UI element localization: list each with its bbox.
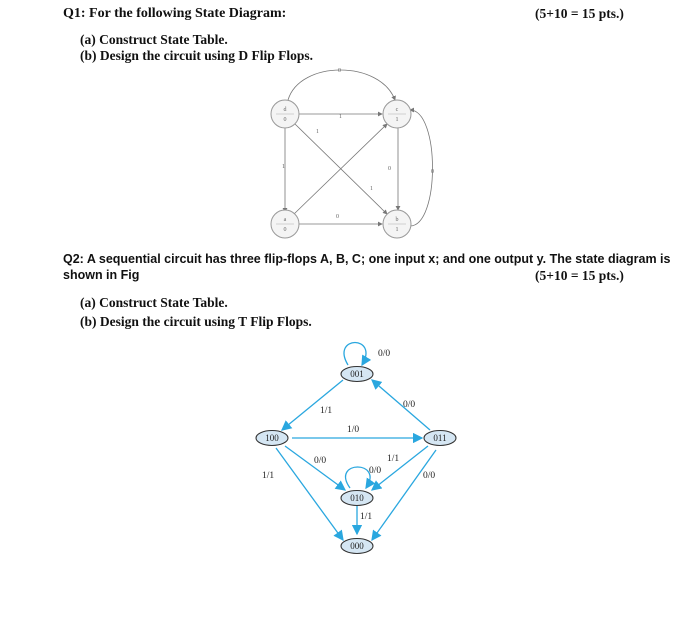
q2-edge-001-100	[282, 380, 343, 430]
q2-part-a: (a) Construct State Table.	[80, 295, 228, 310]
q1-edge-label: 0	[431, 169, 434, 175]
q2-edge-label: 1/1	[387, 454, 400, 464]
q1-part-a: (a) Construct State Table.	[80, 32, 228, 47]
q2-edge-label: 1/1	[262, 471, 275, 481]
q2-edge-010-loop	[346, 467, 371, 488]
q1-part-b: (b) Design the circuit using D Flip Flops.	[80, 48, 314, 63]
q1-state-c-bottom: 1	[395, 117, 399, 123]
q2-part-b: (b) Design the circuit using T Flip Flops.	[80, 314, 312, 329]
q2-edge-label: 0/0	[403, 400, 416, 410]
q2-edge-label: 1/1	[360, 512, 373, 522]
q2-points: (5+10 = 15 pts.)	[535, 268, 624, 283]
q2-edge-100-000	[276, 448, 343, 540]
q2-state-011-label: 011	[433, 433, 447, 443]
q1-edge-label: 1	[339, 114, 342, 120]
q2-edge-011-000	[372, 450, 436, 540]
q2-edge-011-001	[372, 380, 430, 430]
q2-state-010-label: 010	[350, 493, 364, 503]
q2-edge-label: 0/0	[378, 349, 391, 359]
q2-state-100-label: 100	[265, 433, 279, 443]
q2-line2: shown in Fig	[63, 268, 140, 282]
q1-edge-label: 1	[282, 164, 285, 170]
q1-state-b-top: b	[395, 217, 399, 223]
q1-edge-label: 1	[316, 129, 319, 135]
q2-edge-label: 0/0	[314, 456, 327, 466]
q1-edge-label: 0	[388, 166, 391, 172]
q1-title: Q1: For the following State Diagram:	[63, 6, 287, 21]
q2-line1: Q2: A sequential circuit has three flip-flops A, B, C; one input x; and one output y. The state diagram is	[63, 252, 671, 266]
q2-edge-label: 0/0	[369, 466, 382, 476]
q1-edge-label: 0	[338, 68, 341, 74]
q2-edge-100-010	[285, 446, 345, 490]
q1-points: (5+10 = 15 pts.)	[535, 6, 624, 21]
q1-state-b-bottom: 1	[395, 227, 399, 233]
q1-edge-label: 1	[370, 186, 373, 192]
q1-state-a-top: a	[283, 217, 287, 223]
q1-state-d-bottom: 0	[283, 117, 287, 123]
q2-edge-label: 1/1	[320, 406, 333, 416]
q1-state-a-bottom: 0	[283, 227, 287, 233]
q2-edge-001-loop	[344, 343, 366, 366]
q1-state-d-top: d	[283, 107, 287, 113]
q1-state-c-top: c	[395, 107, 399, 113]
q2-edge-label: 0/0	[423, 471, 436, 481]
q2-state-000-label: 000	[350, 541, 364, 551]
q2-state-001-label: 001	[350, 369, 364, 379]
q1-edge-label: 0	[336, 214, 339, 220]
q2-edge-label: 1/0	[347, 425, 360, 435]
